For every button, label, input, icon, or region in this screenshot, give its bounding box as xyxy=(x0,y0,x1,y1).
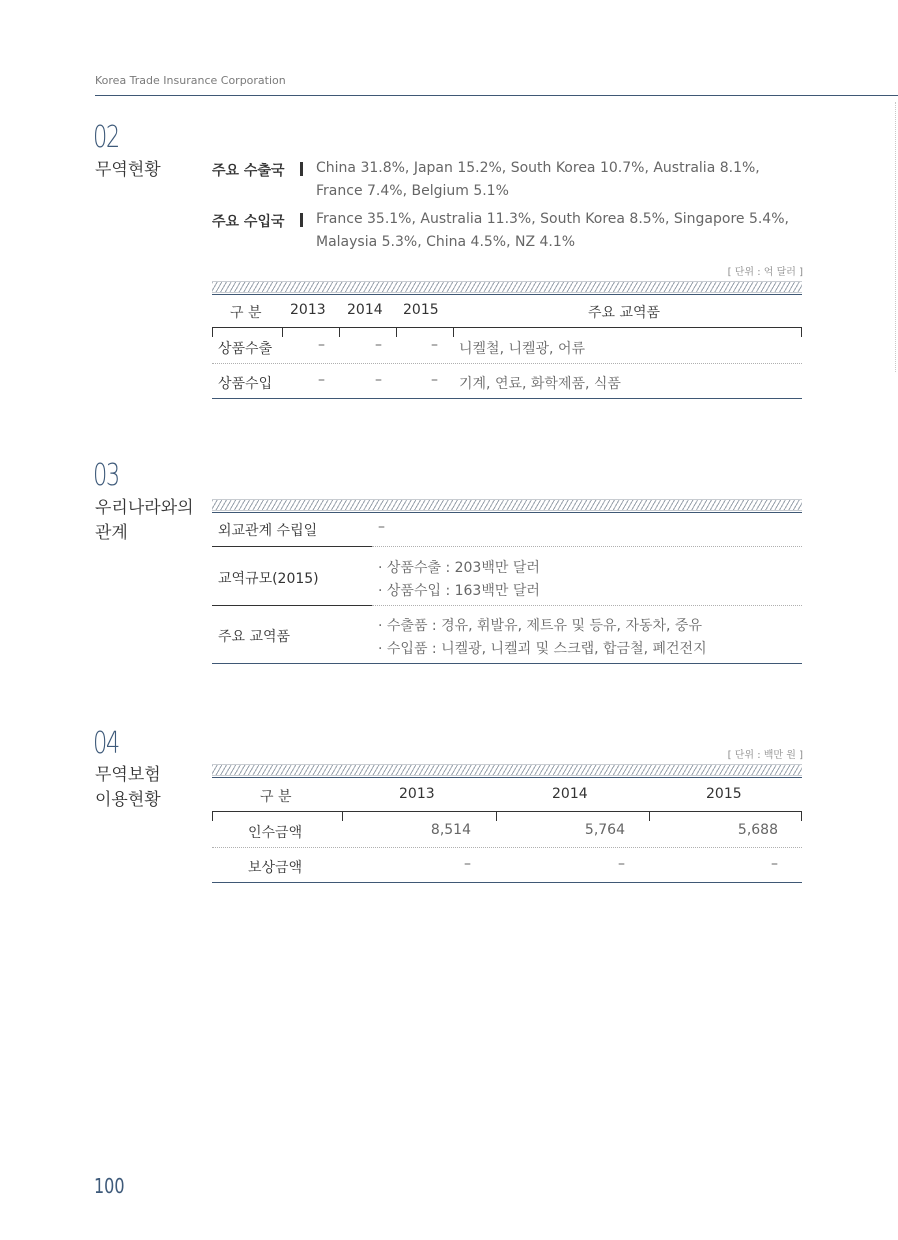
header-2015: 2015 xyxy=(403,302,439,318)
table-top-rule xyxy=(212,512,802,513)
running-header: Korea Trade Insurance Corporation xyxy=(95,74,286,87)
section-02-unit: [ 단위 : 억 달러 ] xyxy=(727,267,803,278)
insurance-row-1-2015: 5,688 xyxy=(737,822,778,838)
insurance-row-1-2013: 8,514 xyxy=(430,822,471,838)
label-rule xyxy=(212,605,372,606)
relation-row-2-label: 교역규모(2015) xyxy=(218,571,319,587)
col-tick xyxy=(339,327,340,337)
insurance-row-1-label: 인수금액 xyxy=(248,825,303,841)
col-tick xyxy=(396,327,397,337)
header-2014: 2014 xyxy=(347,302,383,318)
row-divider xyxy=(212,363,802,364)
table-stripe xyxy=(212,499,802,511)
table-row-2-label: 상품수입 xyxy=(218,376,273,392)
label-rule xyxy=(212,546,372,547)
table-row-2-2015: – xyxy=(431,372,438,388)
insurance-row-2-label: 보상금액 xyxy=(248,860,303,876)
col-tick xyxy=(496,811,497,821)
header-category: 구 분 xyxy=(260,789,292,805)
section-02-title: 무역현황 xyxy=(95,160,161,180)
col-tick xyxy=(212,811,213,821)
col-tick xyxy=(282,327,283,337)
table-top-rule xyxy=(212,294,802,295)
row-divider xyxy=(372,546,802,547)
col-tick xyxy=(212,327,213,337)
relation-row-3-label: 주요 교역품 xyxy=(218,629,291,645)
table-stripe xyxy=(212,281,802,293)
table-row-2-2014: – xyxy=(375,372,382,388)
table-row-2-goods: 기계, 연료, 화학제품, 식품 xyxy=(459,376,621,392)
row-divider xyxy=(372,605,802,606)
exports-label: 주요 수출국 xyxy=(212,163,285,179)
table-row-1-2015: – xyxy=(431,337,438,353)
imports-bar xyxy=(300,213,303,227)
imports-line-1: France 35.1%, Australia 11.3%, South Korea 8.5%, Singapore 5.4%, xyxy=(316,211,789,227)
relation-row-2-line-2: · 상품수입 : 163백만 달러 xyxy=(378,583,540,599)
header-rule xyxy=(95,95,898,96)
table-bottom-rule xyxy=(212,663,802,664)
table-bottom-rule xyxy=(212,882,802,883)
exports-bar xyxy=(300,162,303,176)
header-bottom-rule xyxy=(212,327,802,328)
header-main-goods: 주요 교역품 xyxy=(588,305,661,321)
section-02-number: 02 xyxy=(93,120,119,155)
relation-row-1-label: 외교관계 수립일 xyxy=(218,523,318,539)
row-divider xyxy=(212,847,802,848)
table-row-1-label: 상품수출 xyxy=(218,341,273,357)
header-bottom-rule xyxy=(212,811,802,812)
relation-row-1-value: – xyxy=(378,519,385,535)
insurance-row-2-2013: – xyxy=(464,856,471,872)
header-category: 구 분 xyxy=(230,305,262,321)
insurance-row-1-2014: 5,764 xyxy=(584,822,625,838)
table-row-1-2014: – xyxy=(375,337,382,353)
table-stripe xyxy=(212,764,802,776)
exports-line-1: China 31.8%, Japan 15.2%, South Korea 10.7%, Australia 8.1%, xyxy=(316,160,760,176)
imports-line-2: Malaysia 5.3%, China 4.5%, NZ 4.1% xyxy=(316,234,576,250)
insurance-row-2-2015: – xyxy=(771,856,778,872)
table-row-1-goods: 니켈철, 니켈광, 어류 xyxy=(459,341,585,357)
table-bottom-rule xyxy=(212,398,802,399)
section-04-title-line-2: 이용현황 xyxy=(95,790,161,810)
table-row-2-2013: – xyxy=(318,372,325,388)
header-2013: 2013 xyxy=(399,786,435,802)
section-04-number: 04 xyxy=(93,726,119,761)
col-tick xyxy=(801,327,802,337)
col-tick xyxy=(649,811,650,821)
header-2015: 2015 xyxy=(706,786,742,802)
col-tick xyxy=(801,811,802,821)
section-03-number: 03 xyxy=(93,458,119,493)
col-tick xyxy=(342,811,343,821)
relation-row-3-line-1: · 수출품 : 경유, 휘발유, 제트유 및 등유, 자동차, 중유 xyxy=(378,618,702,634)
imports-label: 주요 수입국 xyxy=(212,214,285,230)
section-04-unit: [ 단위 : 백만 원 ] xyxy=(727,750,803,761)
section-04-title-line-1: 무역보험 xyxy=(95,765,161,785)
header-2014: 2014 xyxy=(552,786,588,802)
exports-line-2: France 7.4%, Belgium 5.1% xyxy=(316,183,509,199)
section-03-title-line-1: 우리나라와의 xyxy=(95,498,194,518)
col-tick xyxy=(453,327,454,337)
section-03-title-line-2: 관계 xyxy=(95,523,128,543)
insurance-row-2-2014: – xyxy=(618,856,625,872)
page-number: 100 xyxy=(94,1174,125,1198)
table-top-rule xyxy=(212,777,802,778)
table-row-1-2013: – xyxy=(318,337,325,353)
relation-row-3-line-2: · 수입품 : 니켈광, 니켈괴 및 스크랩, 합금철, 폐건전지 xyxy=(378,641,707,657)
header-2013: 2013 xyxy=(290,302,326,318)
relation-row-2-line-1: · 상품수출 : 203백만 달러 xyxy=(378,560,540,576)
side-dotted-rule xyxy=(895,102,897,372)
